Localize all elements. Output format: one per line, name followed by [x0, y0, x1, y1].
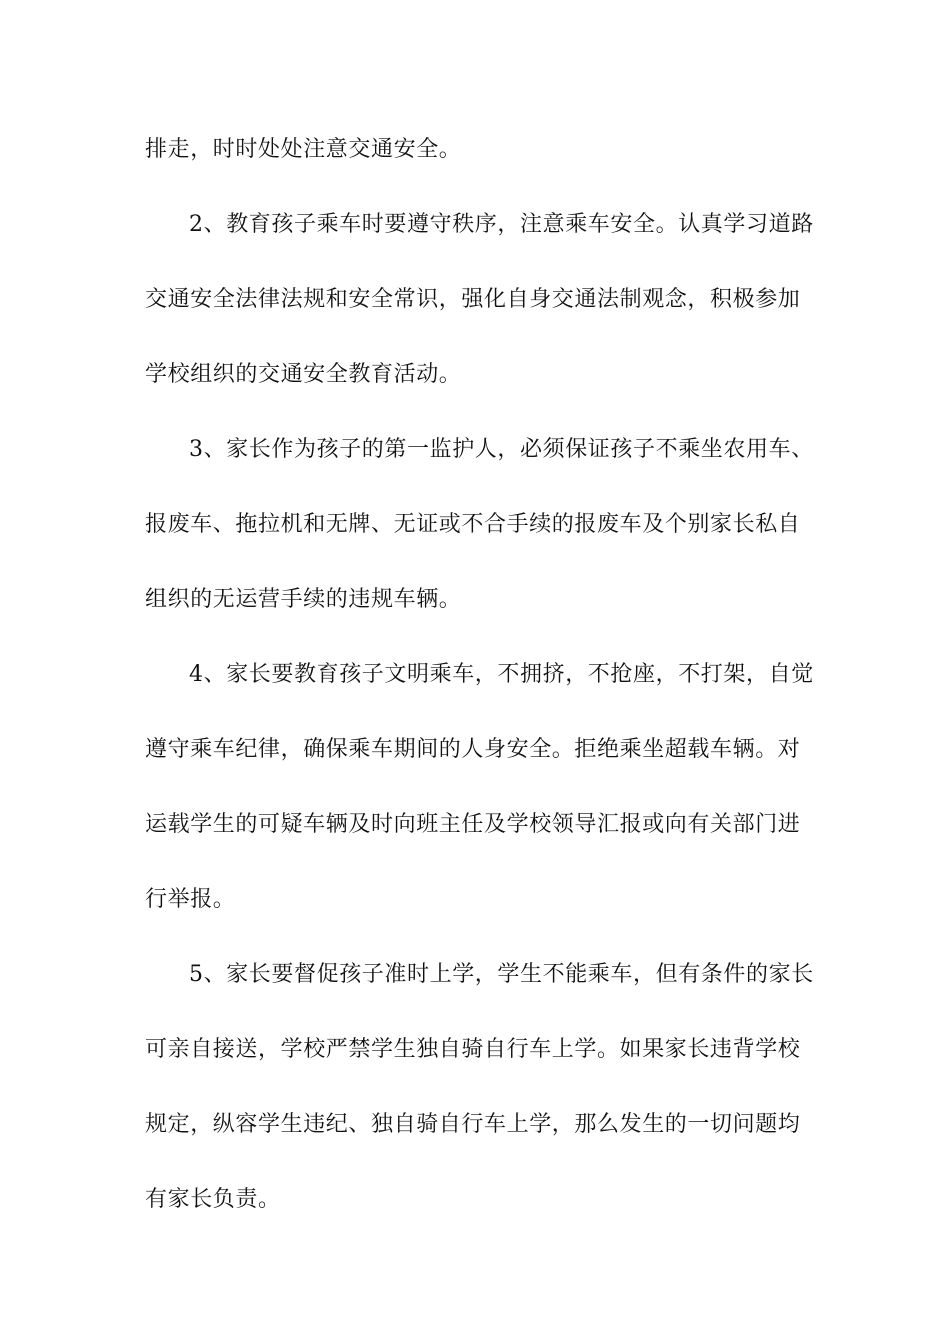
text-line: 行举报。: [145, 887, 236, 912]
text-line: 学校组织的交通安全教育活动。: [145, 362, 462, 387]
text-line: 有家长负责。: [145, 1187, 281, 1212]
paragraph-4-line-1: 4、家长要教育孩子文明乘车，不拥挤，不抢座，不打架，自觉: [189, 662, 814, 687]
text-line: 规定，纵容学生违纪、独自骑自行车上学，那么发生的一切问题均: [145, 1112, 801, 1137]
paragraph-2-line-1: 2、教育孩子乘车时要遵守秩序，注意乘车安全。认真学习道路: [189, 212, 814, 237]
text-line: 交通安全法律法规和安全常识，强化自身交通法制观念，积极参加: [145, 287, 801, 312]
text-line: 可亲自接送，学校严禁学生独自骑自行车上学。如果家长违背学校: [145, 1037, 801, 1062]
paragraph-5-line-1: 5、家长要督促孩子准时上学，学生不能乘车，但有条件的家长: [189, 962, 814, 987]
text-line: 报废车、拖拉机和无牌、无证或不合手续的报废车及个别家长私自: [145, 512, 801, 537]
paragraph-3-line-1: 3、家长作为孩子的第一监护人，必须保证孩子不乘坐农用车、: [189, 437, 814, 462]
text-line: 运载学生的可疑车辆及时向班主任及学校领导汇报或向有关部门进: [145, 812, 801, 837]
text-line: 排走，时时处处注意交通安全。: [145, 137, 462, 162]
text-line: 遵守乘车纪律，确保乘车期间的人身安全。拒绝乘坐超载车辆。对: [145, 737, 801, 762]
text-line: 组织的无运营手续的违规车辆。: [145, 587, 462, 612]
